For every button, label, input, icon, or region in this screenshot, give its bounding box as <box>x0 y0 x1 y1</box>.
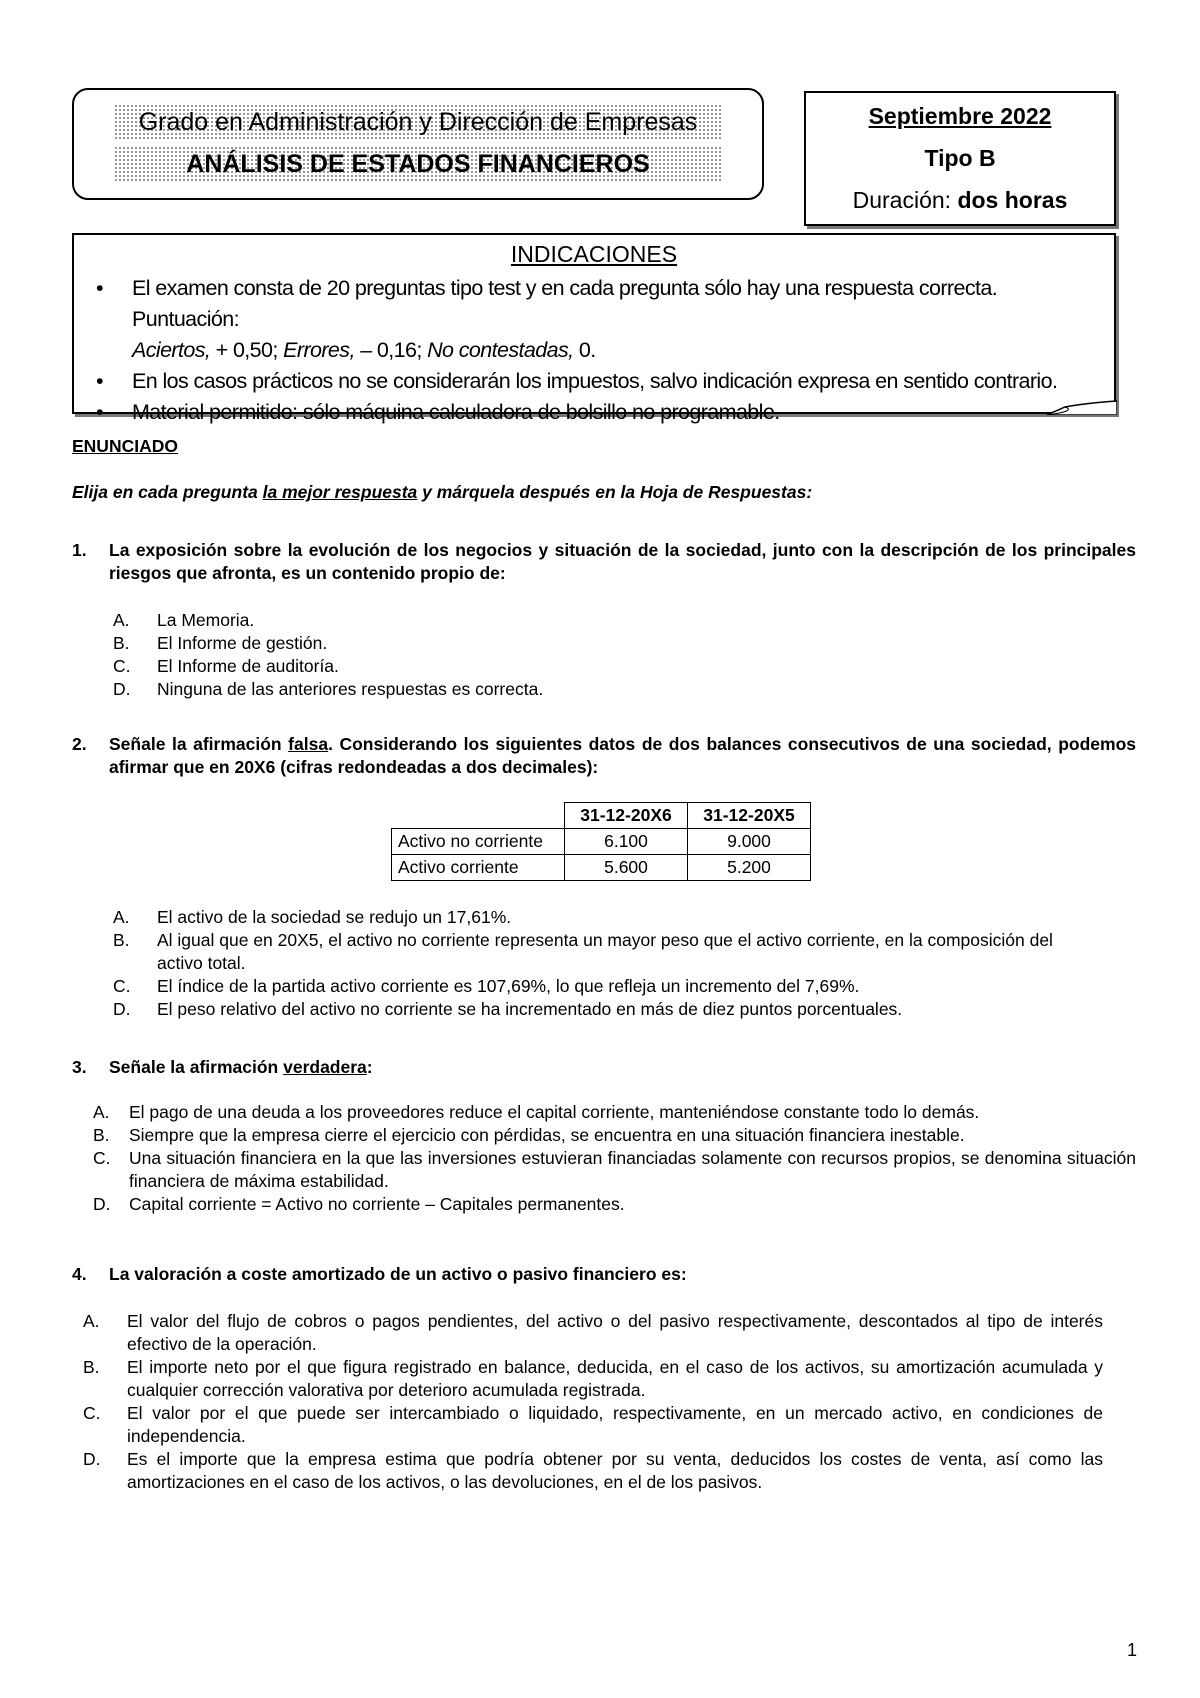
indication-item: • En los casos prácticos no se considerarán los impuestos, salvo indicación expresa en sentido contrario. <box>92 366 1100 397</box>
q4-options <box>83 1310 1103 1494</box>
table-row <box>392 855 811 881</box>
question-number: 3. <box>72 1057 87 1077</box>
bullet-icon: • <box>96 369 103 393</box>
indication-item: • Material permitido: sólo máquina calculadora de bolsillo no programable. <box>92 397 1100 428</box>
instruction-line: Elija en cada pregunta la mejor respuesta y márquela después en la Hoja de Respuestas: <box>72 482 813 502</box>
subject-title: ANÁLISIS DE ESTADOS FINANCIEROS <box>114 146 722 182</box>
option-b: B. El importe neto por el que figura registrado en balance, deducida, en el caso de los activos, su amortización acumulada y cualquier corrección valorativa por deterioro acumulada registrada. <box>83 1357 1103 1400</box>
exam-info-box <box>804 91 1116 226</box>
page-number: 1 <box>1127 1640 1138 1660</box>
question-text: La exposición sobre la evolución de los negocios y situación de la sociedad, junto con la descripción de los principales riesgos que afronta, es un contenido propio de: <box>109 540 1136 583</box>
table-row <box>392 829 811 855</box>
exam-duration <box>806 187 1114 214</box>
option-b: B. Al igual que en 20X5, el activo no corriente representa un mayor peso que el activo corriente, en la composición del activo total. <box>113 930 1053 973</box>
option-c: C. El valor por el que puede ser intercambiado o liquidado, respectivamente, en un mercado activo, en condiciones de independencia. <box>83 1403 1103 1446</box>
q3-options <box>93 1101 1136 1216</box>
question-3 <box>72 1056 1136 1079</box>
title-box <box>72 88 764 200</box>
table-cell: 9.000 <box>688 829 811 855</box>
column-header: 31-12-20X5 <box>688 803 811 829</box>
option-a: A. La Memoria. <box>113 610 255 630</box>
question-text: Señale la afirmación verdadera: <box>109 1057 373 1077</box>
option-c: C. Una situación financiera en la que las inversiones estuvieran financiadas solamente con recursos propios, se denomina situación financiera de máxima estabilidad. <box>93 1148 1136 1191</box>
option-d: D. El peso relativo del activo no corriente se ha incrementado en más de diez puntos porcentuales. <box>113 999 903 1019</box>
question-text: Señale la afirmación falsa. Considerando los siguientes datos de dos balances consecutivos de una sociedad, podemos afirmar que en 20X6 (cifras redondeadas a dos decimales): <box>109 734 1136 777</box>
option-d: D. Ninguna de las anteriores respuestas es correcta. <box>113 679 544 699</box>
q2-options <box>113 906 1093 1021</box>
table-cell: 5.600 <box>565 855 688 881</box>
page-curl-icon <box>1047 397 1117 415</box>
duration-value: dos horas <box>957 187 1068 213</box>
question-2 <box>72 733 1136 779</box>
option-c: C. El índice de la partida activo corriente es 107,69%, lo que refleja un incremento del 7,69%. <box>113 976 860 996</box>
indications-list <box>92 273 1100 428</box>
option-b: B. Siempre que la empresa cierre el ejercicio con pérdidas, se encuentra en una situación financiera inestable. <box>93 1125 965 1145</box>
option-a: A. El pago de una deuda a los proveedores reduce el capital corriente, manteniéndose constante todo lo demás. <box>93 1102 980 1122</box>
indication-item: • El examen consta de 20 preguntas tipo test y en cada pregunta sólo hay una respuesta correcta. Puntuación: Aciertos, + 0,50; Errores, – 0,16; No contestadas, 0. <box>92 273 1100 366</box>
section-heading: ENUNCIADO <box>72 436 178 456</box>
option-d: D. Es el importe que la empresa estima que podría obtener por su venta, deducidos los costes de venta, así como las amortizaciones en el caso de los activos, o las devoluciones, en el de los pasivos. <box>83 1449 1103 1492</box>
row-label: Activo no corriente <box>392 829 565 855</box>
balance-table <box>391 802 811 881</box>
exam-session: Septiembre 2022 <box>868 103 1052 129</box>
degree-title: Grado en Administración y Dirección de Empresas <box>114 104 722 140</box>
bullet-icon: • <box>96 400 103 424</box>
option-c: C. El Informe de auditoría. <box>113 656 339 676</box>
question-text: La valoración a coste amortizado de un activo o pasivo financiero es: <box>109 1264 687 1284</box>
indications-title: INDICACIONES <box>510 241 678 267</box>
option-a: A. El activo de la sociedad se redujo un 17,61%. <box>113 907 512 927</box>
option-a: A. El valor del flujo de cobros o pagos pendientes, del activo o del pasivo respectivamente, descontados al tipo de interés efectivo de la operación. <box>83 1311 1103 1354</box>
option-d: D. Capital corriente = Activo no corriente – Capitales permanentes. <box>93 1194 625 1214</box>
question-4 <box>72 1263 1136 1286</box>
question-1 <box>72 539 1136 585</box>
question-number: 2. <box>72 734 87 754</box>
table-header-row <box>392 803 811 829</box>
duration-label: Duración: <box>852 187 952 213</box>
question-number: 1. <box>72 540 87 560</box>
exam-type: Tipo B <box>924 145 996 171</box>
column-header: 31-12-20X6 <box>565 803 688 829</box>
indications-box <box>72 233 1116 424</box>
q1-options <box>113 609 1113 701</box>
table-cell: 6.100 <box>565 829 688 855</box>
table-cell: 5.200 <box>688 855 811 881</box>
question-number: 4. <box>72 1264 87 1284</box>
bullet-icon: • <box>96 276 103 300</box>
row-label: Activo corriente <box>392 855 565 881</box>
option-b: B. El Informe de gestión. <box>113 633 328 653</box>
